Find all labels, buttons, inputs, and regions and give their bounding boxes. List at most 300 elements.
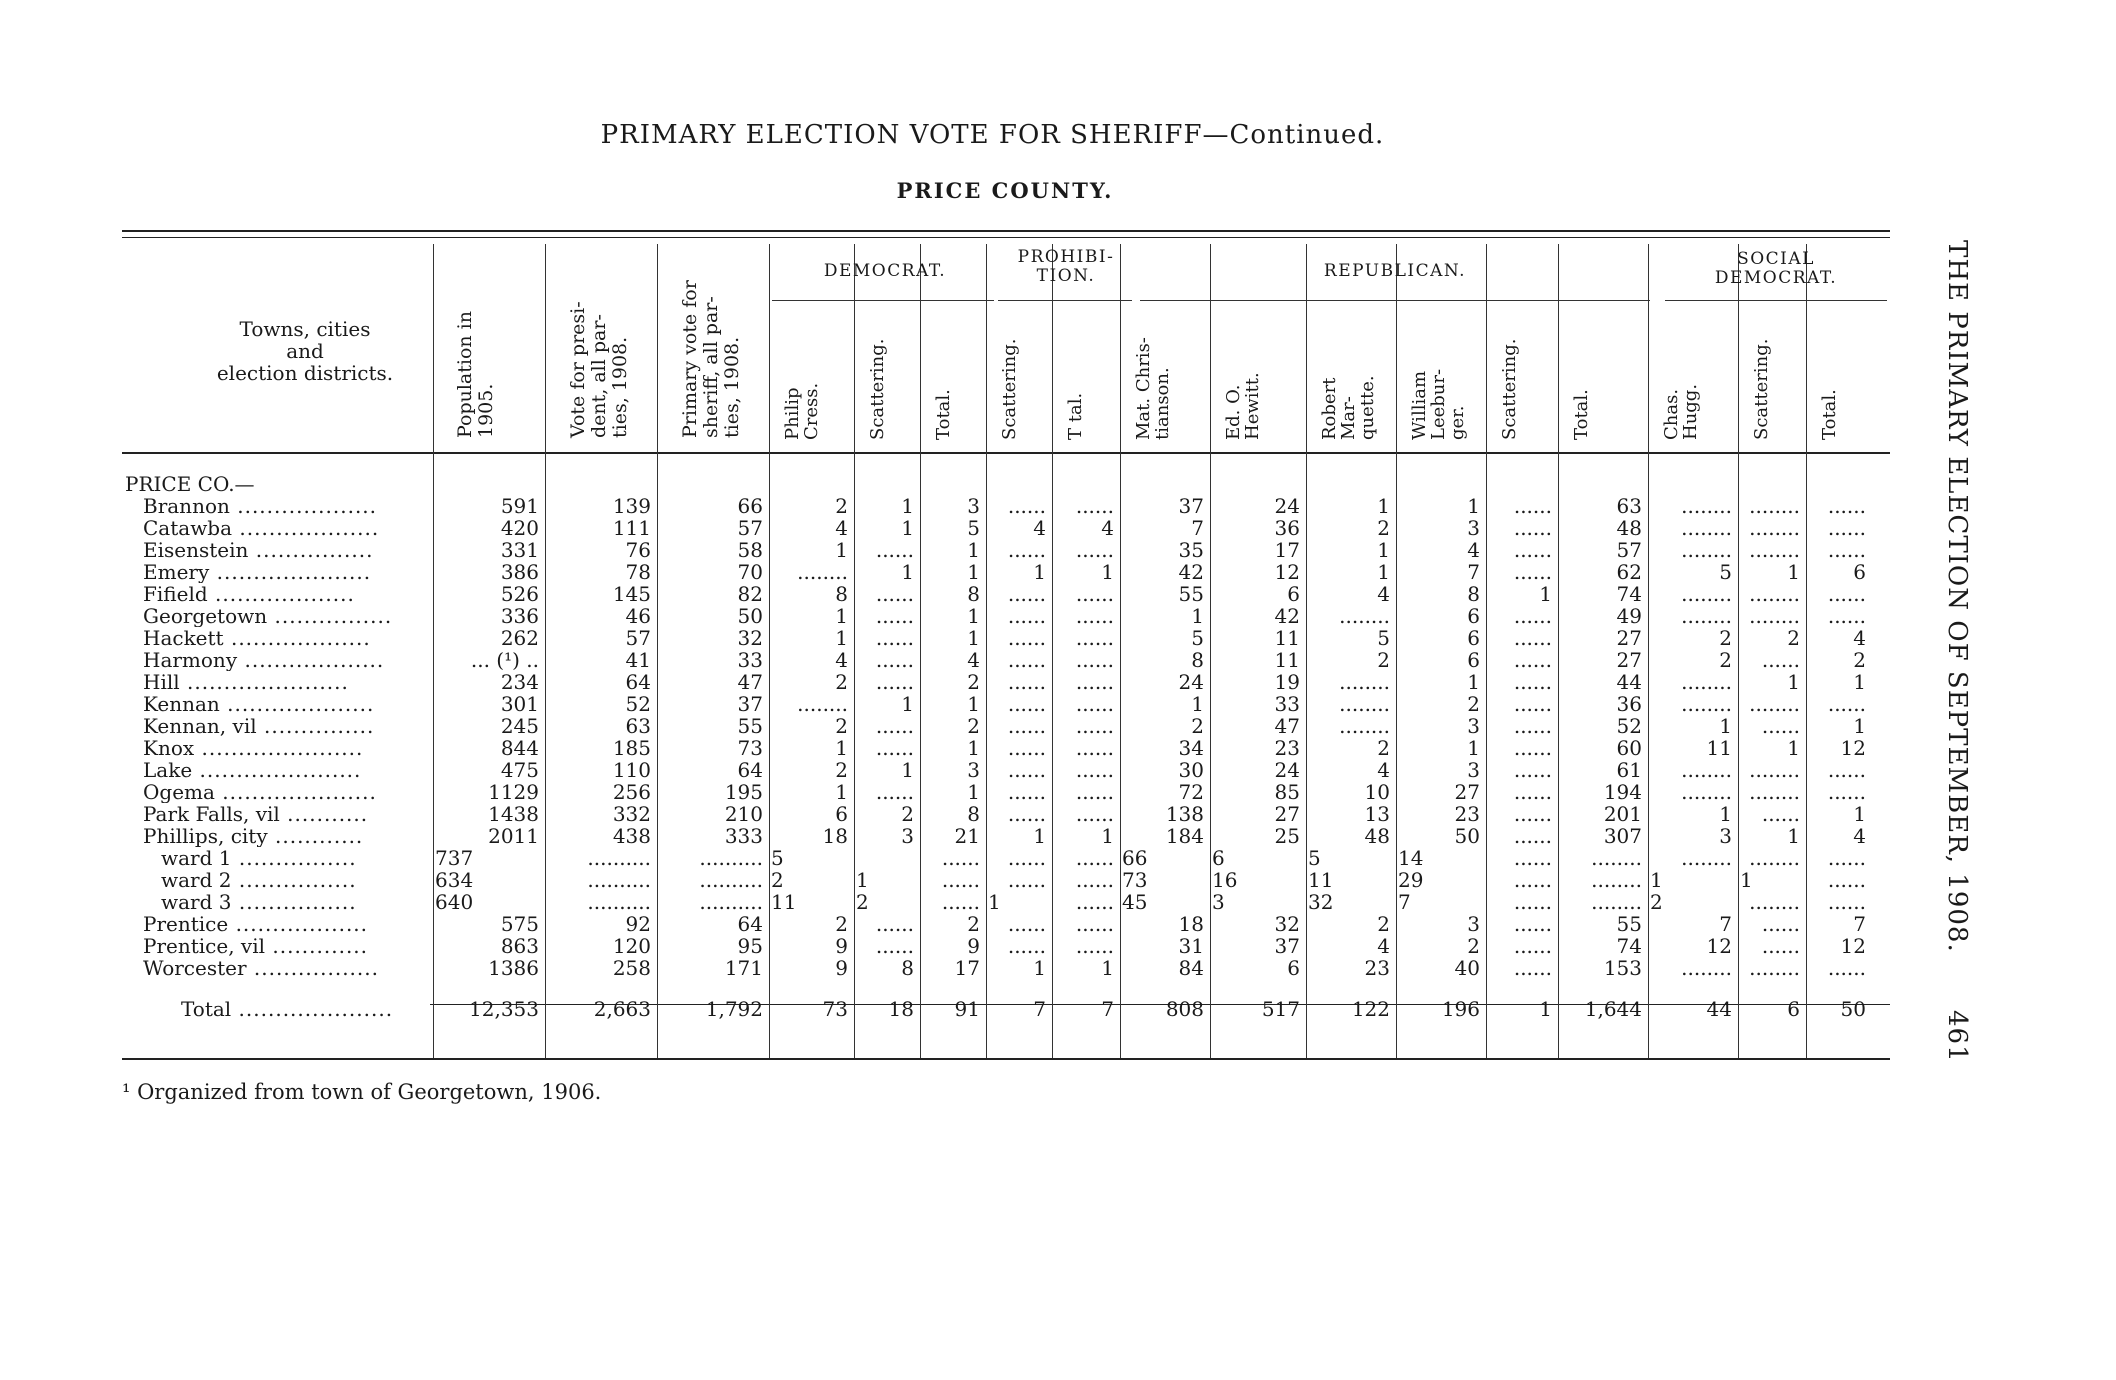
cell-value: 23	[1364, 957, 1390, 979]
cell-empty	[1396, 473, 1486, 495]
cell-value: 61	[1616, 759, 1642, 781]
cell-value: 737	[435, 847, 474, 869]
cell-value: 1	[1853, 671, 1866, 693]
cell-value: 91	[954, 997, 980, 1021]
cell-value: 1	[901, 517, 914, 539]
cell-value: 7	[1398, 891, 1411, 913]
footnote: ¹ Organized from town of Georgetown, 1906.	[122, 1080, 602, 1104]
cell-value: 9	[835, 957, 848, 979]
header-group-social: SOCIAL DEMOCRAT.	[1714, 249, 1838, 288]
table-row	[125, 803, 1872, 825]
table-row	[125, 671, 1872, 693]
cell-value: ......	[1513, 847, 1552, 869]
cell-value: 6	[1212, 847, 1225, 869]
cell-value: 2	[967, 913, 980, 935]
cell-value: ......	[875, 583, 914, 605]
cell-value: ......	[1007, 803, 1046, 825]
cell-value: 256	[612, 781, 651, 803]
cell-value: 8	[1191, 649, 1204, 671]
cell-value: 6	[1287, 957, 1300, 979]
cell-value: ......	[941, 891, 980, 913]
cell-value: 301	[500, 693, 539, 715]
cell-value: 2	[835, 671, 848, 693]
cell-value: 2	[1377, 517, 1390, 539]
cell-value: 185	[612, 737, 651, 759]
cell-value: 40	[1454, 957, 1480, 979]
cell-value: 64	[625, 671, 651, 693]
cell-value: 1	[1033, 957, 1046, 979]
cell-empty	[1738, 473, 1806, 495]
cell-value: ......	[1075, 715, 1114, 737]
cell-value: ... (¹) ..	[470, 649, 539, 671]
cell-value: 45	[1122, 891, 1148, 913]
cell-value: 58	[737, 539, 763, 561]
cell-value: 60	[1616, 737, 1642, 759]
cell-value: 8	[967, 803, 980, 825]
republican-group-rule	[1140, 300, 1650, 301]
cell-value: 73	[737, 737, 763, 759]
cell-value: ......	[1513, 671, 1552, 693]
cell-value: 1	[967, 693, 980, 715]
spacer-row	[125, 979, 1872, 987]
cell-value: ........	[1681, 539, 1732, 561]
cell-value: 5	[967, 517, 980, 539]
cell-value: ......	[1827, 781, 1866, 803]
cell-value: 46	[625, 605, 651, 627]
cell-value: 30	[1178, 759, 1204, 781]
cell-value: ........	[1749, 693, 1800, 715]
cell-value: ......	[875, 781, 914, 803]
cell-value: 95	[737, 935, 763, 957]
district-name: Kennan ....................	[143, 693, 375, 715]
cell-value: 1	[901, 561, 914, 583]
table-row	[125, 825, 1872, 847]
bottom-rule	[122, 1058, 1890, 1060]
cell-value: 184	[1165, 825, 1204, 847]
cell-value: 526	[500, 583, 539, 605]
cell-value: 1,792	[705, 997, 763, 1021]
table-row	[125, 935, 1872, 957]
cell-value: 1	[1101, 825, 1114, 847]
cell-value: 48	[1364, 825, 1390, 847]
cell-value: 8	[1467, 583, 1480, 605]
cell-value: 634	[435, 869, 474, 891]
header-republican-col: Robert Mar- quette.	[1319, 375, 1378, 440]
cell-value: 2	[1377, 913, 1390, 935]
cell-value: ......	[1513, 649, 1552, 671]
cell-value: ......	[1761, 715, 1800, 737]
cell-value: 1438	[488, 803, 539, 825]
social-group-rule	[1665, 300, 1887, 301]
cell-value: ......	[941, 869, 980, 891]
cell-value: ......	[1007, 627, 1046, 649]
cell-value: 32	[1308, 891, 1334, 913]
cell-value: 52	[1616, 715, 1642, 737]
cell-value: 70	[737, 561, 763, 583]
cell-value: ........	[1749, 891, 1800, 913]
cell-value: 1	[1539, 997, 1552, 1021]
spacer	[125, 979, 1872, 987]
cell-value: 12	[1706, 935, 1732, 957]
cell-value: 2	[835, 495, 848, 517]
cell-value: 2,663	[593, 997, 651, 1021]
page-title: PRIMARY ELECTION VOTE FOR SHERIFF—Continued.	[600, 120, 1385, 150]
cell-value: 25	[1274, 825, 1300, 847]
cell-empty	[920, 473, 986, 495]
cell-value: 55	[1178, 583, 1204, 605]
district-name: Park Falls, vil ...........	[143, 803, 369, 825]
cell-value: 34	[1178, 737, 1204, 759]
cell-value: ......	[1513, 891, 1552, 913]
table-row	[125, 583, 1872, 605]
cell-value: 6	[1787, 997, 1800, 1021]
cell-value: 1	[1101, 957, 1114, 979]
cell-value: 44	[1616, 671, 1642, 693]
cell-value: 7	[1719, 913, 1732, 935]
cell-value: 1	[967, 627, 980, 649]
cell-value: 2	[1467, 693, 1480, 715]
cell-value: 13	[1364, 803, 1390, 825]
cell-value: 2011	[488, 825, 539, 847]
cell-value: 2	[835, 715, 848, 737]
cell-value: ......	[1761, 803, 1800, 825]
cell-empty	[854, 473, 920, 495]
cell-value: 1386	[488, 957, 539, 979]
cell-value: ......	[1513, 935, 1552, 957]
cell-empty	[1648, 473, 1738, 495]
table-row	[125, 627, 1872, 649]
district-name: Phillips, city ............	[143, 825, 364, 847]
cell-value: ......	[1007, 715, 1046, 737]
cell-value: 37	[1178, 495, 1204, 517]
header-prohibition-col: Scattering.	[999, 338, 1020, 440]
cell-value: ......	[1007, 495, 1046, 517]
cell-value: ......	[1761, 913, 1800, 935]
cell-value: 2	[771, 869, 784, 891]
cell-value: 4	[1101, 517, 1114, 539]
cell-value: 5	[1308, 847, 1321, 869]
cell-value: 1	[1719, 803, 1732, 825]
cell-value: ......	[1513, 869, 1552, 891]
cell-value: 4	[1853, 825, 1866, 847]
cell-value: 6	[835, 803, 848, 825]
cell-value: 4	[835, 517, 848, 539]
cell-value: 66	[737, 495, 763, 517]
cell-value: ......	[1075, 759, 1114, 781]
cell-value: 1	[1467, 737, 1480, 759]
cell-value: ......	[1007, 759, 1046, 781]
cell-value: ......	[875, 627, 914, 649]
cell-value: ........	[1681, 605, 1732, 627]
cell-value: ......	[875, 913, 914, 935]
cell-value: 27	[1616, 627, 1642, 649]
cell-value: ......	[1075, 583, 1114, 605]
cell-value: 4	[1853, 627, 1866, 649]
cell-value: 1	[1467, 495, 1480, 517]
cell-value: 333	[724, 825, 763, 847]
table-row	[125, 913, 1872, 935]
top-rule-thin	[122, 237, 1890, 238]
cell-value: 110	[612, 759, 651, 781]
cell-value: 1	[901, 759, 914, 781]
cell-value: 332	[612, 803, 651, 825]
top-rule	[122, 230, 1890, 232]
cell-value: 640	[435, 891, 474, 913]
cell-value: 1	[1033, 561, 1046, 583]
cell-value: 74	[1616, 935, 1642, 957]
district-name: Brannon ...................	[143, 495, 378, 517]
cell-value: 74	[1616, 583, 1642, 605]
table-row	[125, 517, 1872, 539]
cell-value: 1	[835, 781, 848, 803]
cell-value: ......	[1007, 583, 1046, 605]
cell-value: 307	[1603, 825, 1642, 847]
cell-value: ........	[1681, 957, 1732, 979]
cell-value: 11	[771, 891, 797, 913]
page-number: 461	[1942, 1010, 1972, 1063]
district-name: Knox ......................	[143, 737, 364, 759]
cell-value: 196	[1441, 997, 1480, 1021]
cell-value: ......	[1827, 869, 1866, 891]
cell-value: ......	[1513, 495, 1552, 517]
cell-value: 2	[1467, 935, 1480, 957]
cell-value: ......	[875, 737, 914, 759]
cell-value: ......	[1075, 737, 1114, 759]
cell-value: ......	[941, 847, 980, 869]
district-name: Lake ......................	[143, 759, 362, 781]
header-republican-col: Ed. O. Hewitt.	[1223, 372, 1263, 440]
header-republican-col: William Leebur- ger.	[1409, 368, 1468, 440]
cell-value: ........	[1749, 781, 1800, 803]
cell-value: 50	[1454, 825, 1480, 847]
cell-value: 245	[500, 715, 539, 737]
cell-value: ..........	[587, 847, 651, 869]
cell-value: ......	[1007, 605, 1046, 627]
cell-value: 111	[612, 517, 651, 539]
cell-value: 10	[1364, 781, 1390, 803]
cell-value: 2	[1719, 649, 1732, 671]
cell-value: 55	[737, 715, 763, 737]
cell-value: 1	[1787, 671, 1800, 693]
header-vote-president: Vote for presi- dent, all par- ties, 1908.	[567, 301, 631, 438]
cell-value: 57	[625, 627, 651, 649]
header-democrat-col: Total.	[933, 389, 954, 440]
cell-value: 1	[835, 627, 848, 649]
cell-value: ......	[1827, 693, 1866, 715]
cell-value: ......	[1075, 627, 1114, 649]
cell-value: ........	[1749, 583, 1800, 605]
cell-value: 11	[1706, 737, 1732, 759]
cell-value: ......	[1827, 847, 1866, 869]
district-name: Eisenstein ................	[143, 539, 374, 561]
cell-value: ......	[1761, 649, 1800, 671]
cell-value: 3	[901, 825, 914, 847]
cell-value: 35	[1178, 539, 1204, 561]
cell-empty	[1558, 473, 1648, 495]
cell-value: 210	[724, 803, 763, 825]
cell-value: 153	[1603, 957, 1642, 979]
cell-value: 24	[1178, 671, 1204, 693]
cell-value: 1	[1377, 561, 1390, 583]
cell-value: 72	[1178, 781, 1204, 803]
cell-value: 575	[500, 913, 539, 935]
district-name: ward 1 ................	[161, 847, 357, 869]
header-democrat-col: Scattering.	[867, 338, 888, 440]
cell-value: 1	[1377, 495, 1390, 517]
cell-value: 7	[1853, 913, 1866, 935]
cell-value: 262	[500, 627, 539, 649]
cell-value: 23	[1454, 803, 1480, 825]
cell-value: 2	[835, 913, 848, 935]
cell-value: ......	[1513, 517, 1552, 539]
cell-value: 844	[500, 737, 539, 759]
cell-value: ........	[1681, 693, 1732, 715]
cell-value: 1	[967, 539, 980, 561]
cell-value: 32	[1274, 913, 1300, 935]
cell-value: ........	[1749, 495, 1800, 517]
cell-value: 3	[1719, 825, 1732, 847]
cell-value: 1	[856, 869, 869, 891]
cell-value: ......	[1827, 605, 1866, 627]
district-name: Prentice, vil .............	[143, 935, 369, 957]
cell-value: 194	[1603, 781, 1642, 803]
cell-value: 2	[1377, 649, 1390, 671]
table-row	[125, 957, 1872, 979]
cell-value: ......	[1827, 957, 1866, 979]
cell-empty	[1210, 473, 1306, 495]
header-social-col: Scattering.	[1751, 338, 1772, 440]
cell-value: 331	[500, 539, 539, 561]
cell-value: 438	[612, 825, 651, 847]
cell-value: 84	[1178, 957, 1204, 979]
cell-value: 50	[737, 605, 763, 627]
table-row	[125, 693, 1872, 715]
cell-value: 92	[625, 913, 651, 935]
cell-value: 4	[1377, 759, 1390, 781]
cell-value: ......	[1513, 539, 1552, 561]
header-republican-col: Total.	[1571, 389, 1592, 440]
cell-value: 1	[1787, 825, 1800, 847]
cell-value: 2	[967, 671, 980, 693]
cell-value: ........	[1681, 583, 1732, 605]
table-row	[125, 605, 1872, 627]
cell-value: 7	[1033, 997, 1046, 1021]
cell-value: 37	[1274, 935, 1300, 957]
cell-empty	[986, 473, 1052, 495]
cell-value: 8	[901, 957, 914, 979]
cell-value: 386	[500, 561, 539, 583]
cell-value: ......	[875, 671, 914, 693]
cell-value: 195	[724, 781, 763, 803]
header-group-prohibition: PROHIBI- TION.	[1017, 247, 1115, 286]
cell-value: 63	[1616, 495, 1642, 517]
cell-value: ......	[1513, 693, 1552, 715]
cell-value: 120	[612, 935, 651, 957]
cell-value: 591	[500, 495, 539, 517]
cell-value: ......	[1827, 759, 1866, 781]
cell-value: 5	[771, 847, 784, 869]
cell-value: ......	[1513, 737, 1552, 759]
cell-value: 50	[1840, 997, 1866, 1021]
district-name: ward 3 ................	[161, 891, 357, 913]
district-name: ward 2 ................	[161, 869, 357, 891]
cell-value: 11	[1274, 627, 1300, 649]
cell-value: 3	[967, 759, 980, 781]
cell-value: 49	[1616, 605, 1642, 627]
cell-value: 2	[1650, 891, 1663, 913]
cell-value: ..........	[699, 869, 763, 891]
cell-value: ........	[797, 693, 848, 715]
cell-value: 1	[835, 737, 848, 759]
cell-value: 18	[1178, 913, 1204, 935]
cell-value: ......	[1513, 803, 1552, 825]
cell-value: 24	[1274, 759, 1300, 781]
cell-value: 62	[1616, 561, 1642, 583]
total-row	[125, 987, 1872, 1031]
cell-value: ........	[1681, 495, 1732, 517]
cell-value: ........	[1591, 869, 1642, 891]
cell-value: ......	[1075, 539, 1114, 561]
cell-value: 2	[1719, 627, 1732, 649]
cell-value: ......	[1075, 803, 1114, 825]
table-row	[125, 561, 1872, 583]
cell-value: 1	[1377, 539, 1390, 561]
district-name: Hackett ...................	[143, 627, 371, 649]
table-row	[125, 891, 1872, 913]
cell-value: 21	[954, 825, 980, 847]
district-name: Hill ......................	[143, 671, 349, 693]
cell-value: 1	[1853, 803, 1866, 825]
cell-value: 19	[1274, 671, 1300, 693]
header-towns: Towns, cities and election districts.	[216, 317, 394, 385]
cell-value: ......	[1007, 693, 1046, 715]
cell-value: 12	[1840, 935, 1866, 957]
header-democrat-col: Philip Cress.	[782, 382, 822, 440]
cell-value: ......	[1513, 957, 1552, 979]
district-name: Kennan, vil ...............	[143, 715, 375, 737]
cell-value: 82	[737, 583, 763, 605]
cell-value: 420	[500, 517, 539, 539]
cell-value: 78	[625, 561, 651, 583]
cell-empty	[433, 473, 545, 495]
cell-value: ......	[1513, 605, 1552, 627]
cell-value: ........	[1681, 781, 1732, 803]
district-name: Emery .....................	[143, 561, 372, 583]
cell-value: 11	[1308, 869, 1334, 891]
cell-value: ......	[1827, 539, 1866, 561]
cell-value: 52	[625, 693, 651, 715]
county-row	[125, 473, 1872, 495]
cell-value: 7	[1467, 561, 1480, 583]
cell-value: ......	[1007, 781, 1046, 803]
cell-value: 31	[1178, 935, 1204, 957]
cell-value: 2	[901, 803, 914, 825]
cell-value: 14	[1398, 847, 1424, 869]
cell-value: 73	[822, 997, 848, 1021]
cell-value: 17	[954, 957, 980, 979]
table-row	[125, 759, 1872, 781]
cell-value: 7	[1101, 997, 1114, 1021]
cell-value: 1	[1033, 825, 1046, 847]
cell-value: 8	[835, 583, 848, 605]
cell-value: ........	[1749, 605, 1800, 627]
cell-value: 1	[901, 693, 914, 715]
cell-value: ......	[875, 935, 914, 957]
cell-value: 171	[724, 957, 763, 979]
cell-empty	[1120, 473, 1210, 495]
header-social-col: Chas. Hugg.	[1661, 383, 1701, 440]
cell-value: 6	[1467, 627, 1480, 649]
